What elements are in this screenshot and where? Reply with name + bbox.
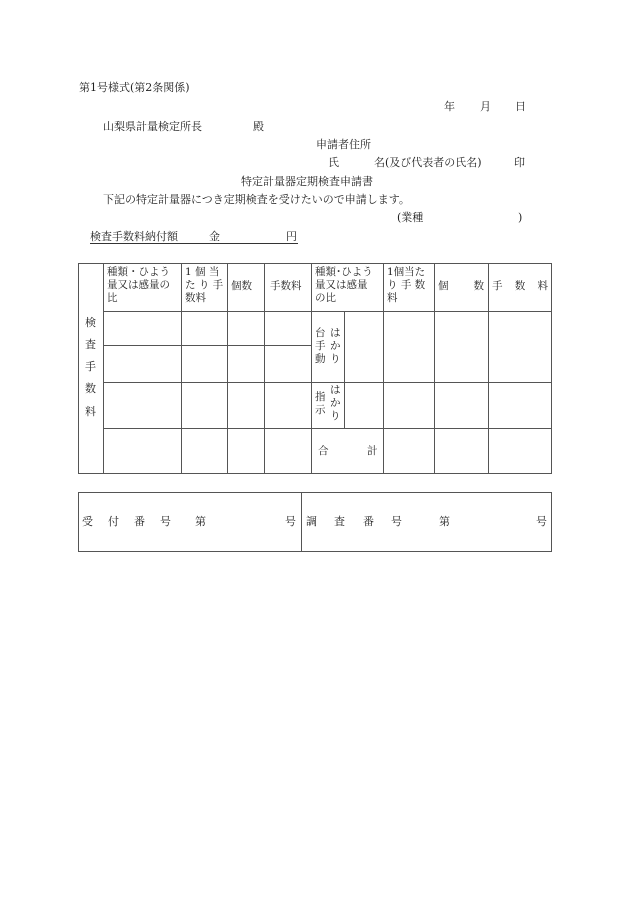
- side-label-char: 数: [85, 382, 96, 395]
- table-border-top: [78, 263, 552, 264]
- header-type-right: 種類･ひよう 量又は感量 の比: [315, 266, 373, 304]
- input-cell-type-3[interactable]: [104, 383, 180, 428]
- seal-mark: 印: [514, 156, 525, 169]
- col-line-inner: [344, 311, 345, 429]
- input-cell-type-4[interactable]: [104, 429, 180, 473]
- date-day-label: 日: [515, 100, 526, 113]
- box-divider: [301, 492, 302, 552]
- input-cell-total-unit-fee[interactable]: [384, 429, 434, 473]
- reception-suffix: 号: [285, 515, 296, 528]
- header-fee-left: 手数料: [270, 280, 302, 292]
- investigation-suffix: 号: [536, 515, 547, 528]
- industry-close: ): [518, 211, 523, 224]
- application-statement: 下記の特定計量器につき定期検査を受けたいので申請します。: [103, 193, 410, 206]
- col-line: [227, 263, 228, 474]
- investigation-prefix: 第: [439, 515, 450, 528]
- honorific: 殿: [253, 120, 264, 133]
- fee-amount-prefix: 金: [209, 230, 220, 243]
- group-label-manual-scale: 台 手 動: [315, 327, 326, 365]
- input-cell-total-fee[interactable]: [489, 429, 551, 473]
- addressee: 山梨県計量検定所長: [103, 120, 202, 133]
- sub-label-scale: は か り: [330, 384, 341, 422]
- box-border-top: [78, 492, 552, 493]
- side-label-char: 査: [85, 338, 96, 351]
- fee-amount-line: [90, 230, 298, 244]
- total-label-left: 合: [318, 445, 329, 457]
- table-border-bottom: [78, 473, 552, 474]
- applicant-address-label: 申請者住所: [316, 138, 371, 151]
- fee-amount-unit: 円: [286, 230, 297, 243]
- applicant-name-label-1: 氏: [328, 156, 339, 169]
- group-label-indicating: 指 示: [315, 391, 326, 416]
- side-label-char: 検: [85, 316, 96, 329]
- header-count-left: 個数: [231, 280, 252, 292]
- date-month-label: 月: [480, 100, 491, 113]
- header-unit-fee-right: 1個当た り 手 数 料: [387, 266, 426, 304]
- fee-amount-label: 検査手数料納付額: [90, 230, 178, 243]
- col-line: [181, 263, 182, 474]
- applicant-name-label-2: 名(及び代表者の氏名): [374, 156, 482, 169]
- reception-prefix: 第: [195, 515, 206, 528]
- box-border-right: [551, 492, 552, 552]
- sub-label-scale: は か り: [330, 327, 341, 365]
- form-number: 第1号様式(第2条関係): [79, 81, 190, 94]
- input-cell-type-1[interactable]: [104, 312, 180, 345]
- industry-open: (業種: [397, 211, 424, 224]
- table-border-right: [551, 263, 552, 474]
- input-cell-total-count[interactable]: [435, 429, 488, 473]
- col-line: [264, 263, 265, 474]
- side-label-char: 料: [85, 405, 96, 418]
- header-count-right: 個 数: [438, 280, 484, 292]
- header-unit-fee-left: 1 個 当 た り 手 数料: [185, 266, 224, 304]
- side-label-char: 手: [85, 360, 96, 373]
- header-fee-right: 手 数 料: [492, 280, 548, 292]
- box-border-bottom: [78, 551, 552, 552]
- box-border-left: [78, 492, 79, 552]
- col-line: [311, 263, 312, 474]
- date-year-label: 年: [444, 100, 455, 113]
- table-border-left: [78, 263, 79, 474]
- total-label-right: 計: [367, 445, 378, 457]
- input-cell-type-2[interactable]: [104, 346, 180, 382]
- document-title: 特定計量器定期検査申請書: [241, 175, 373, 188]
- header-type-left: 種類・ひよう 量又は感量の 比: [107, 266, 170, 304]
